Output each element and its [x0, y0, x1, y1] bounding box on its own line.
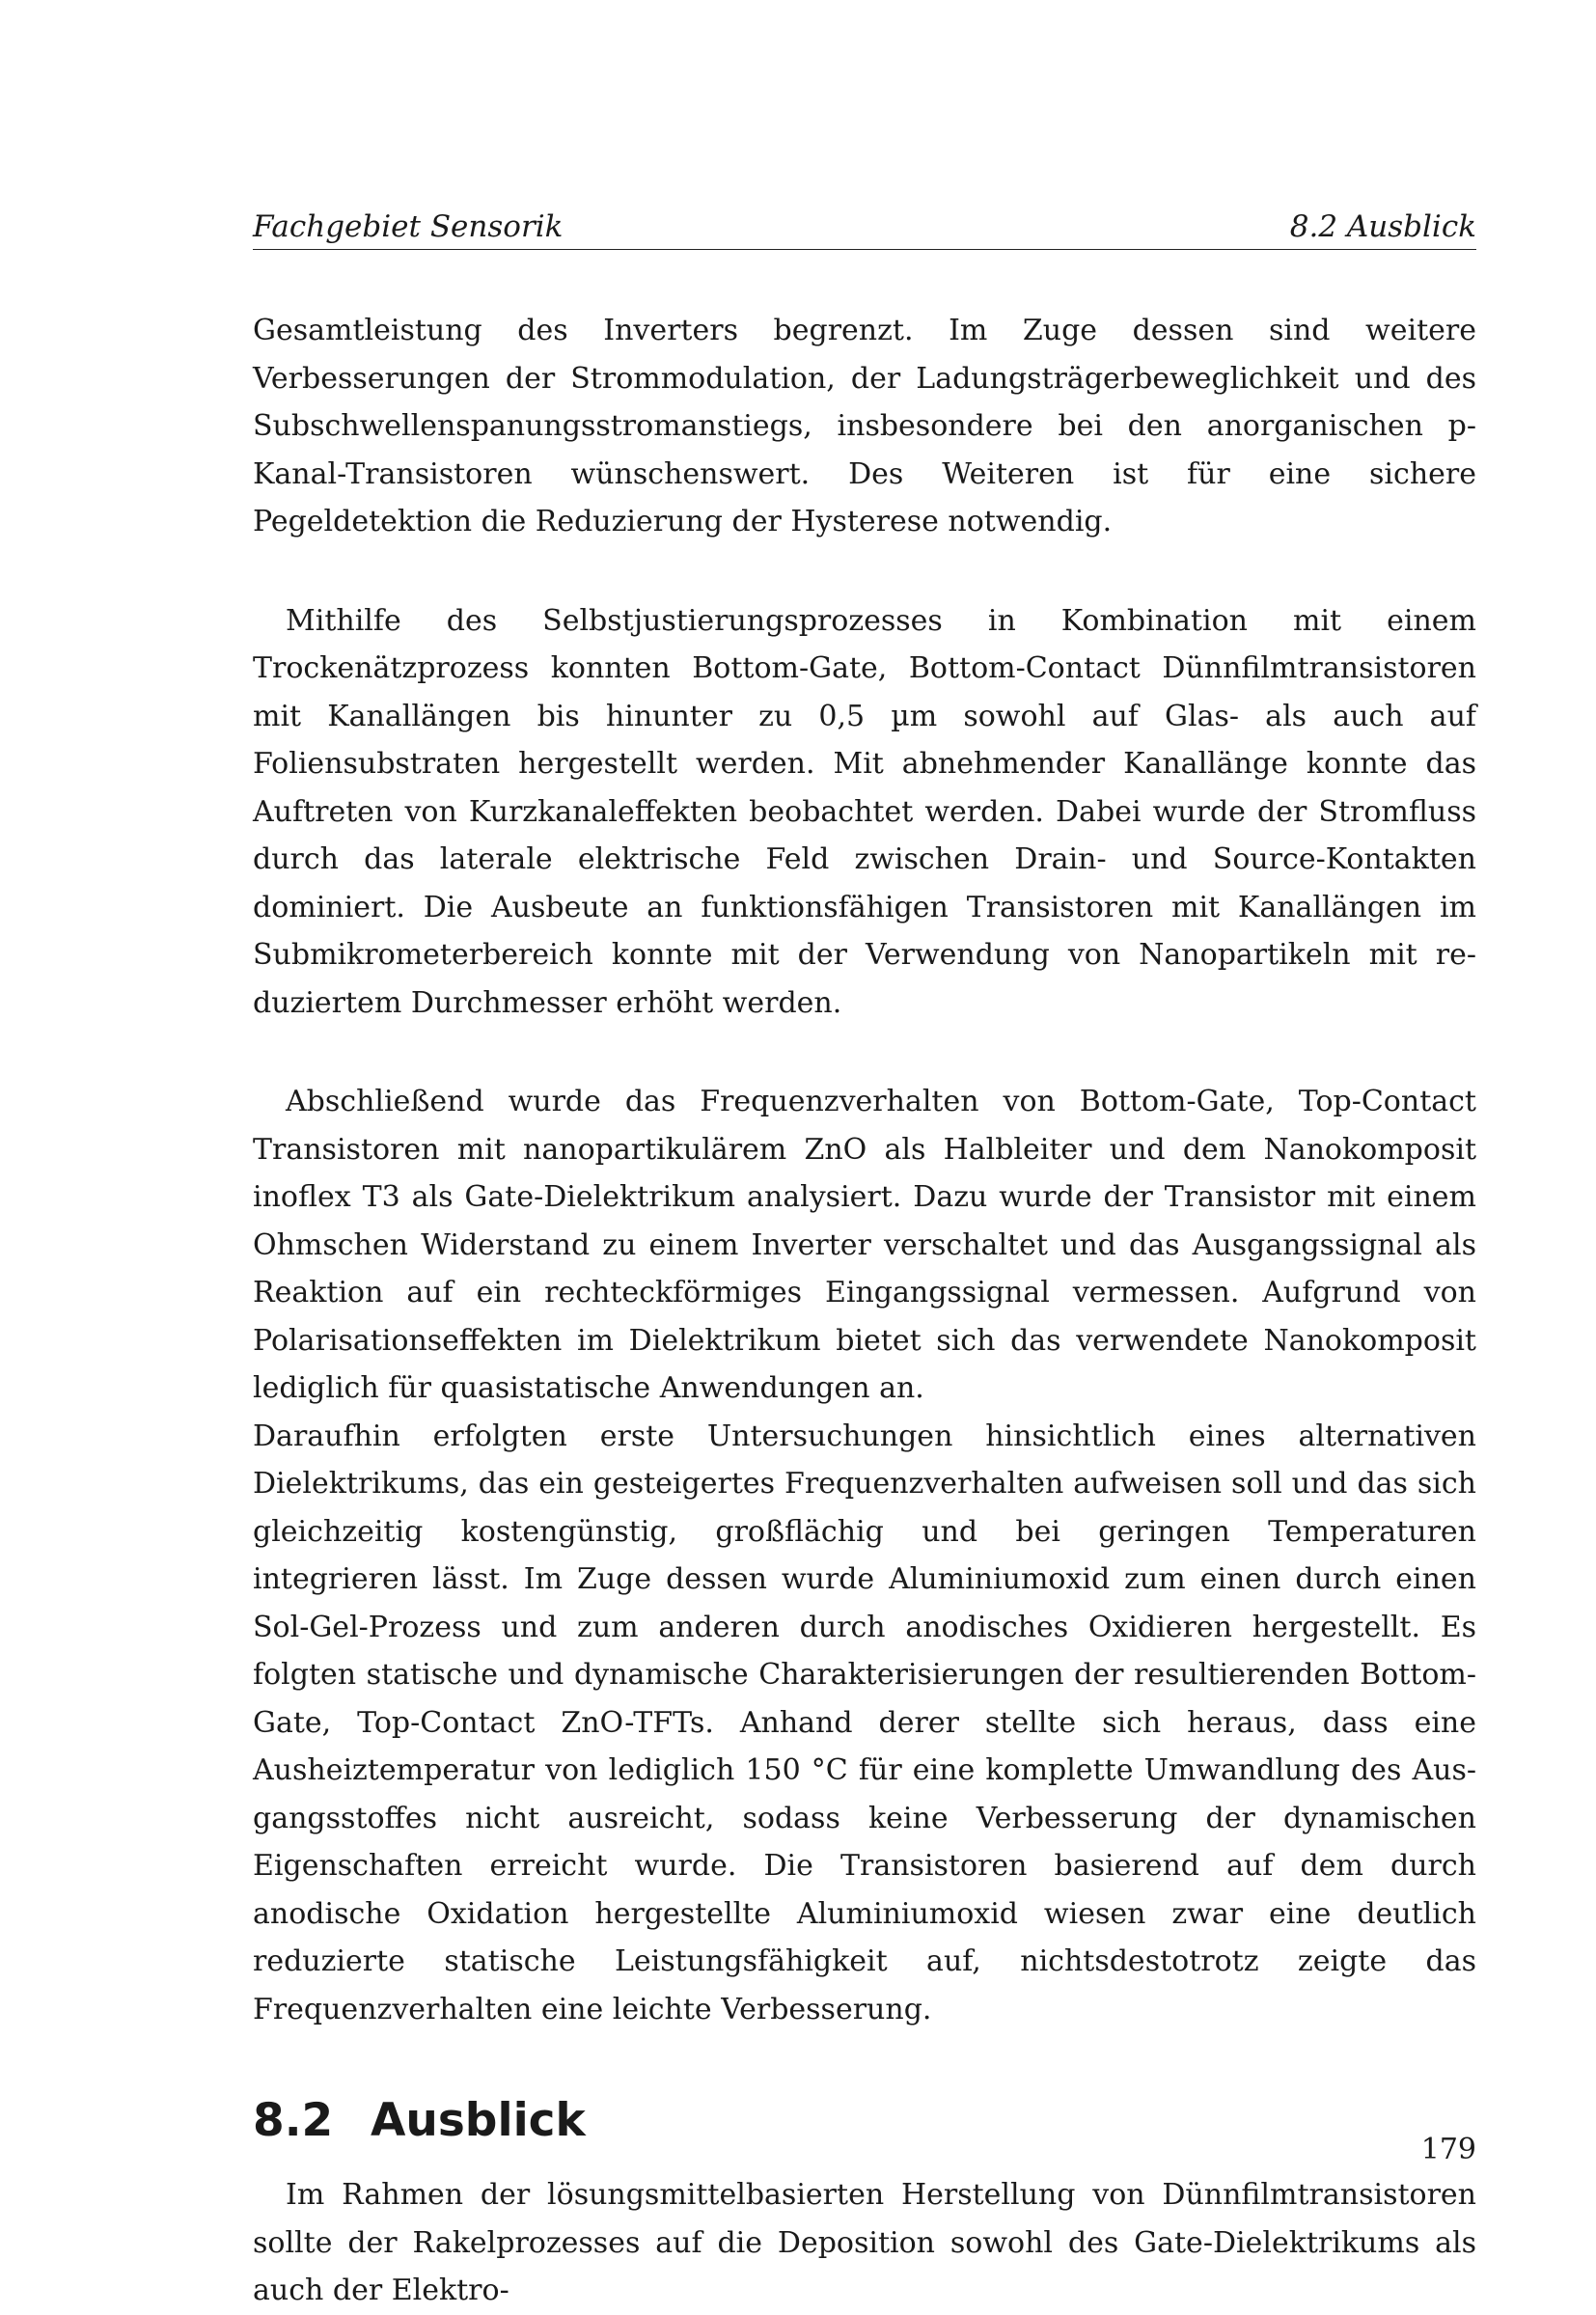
paragraph-1: Gesamtleistung des Inverters begrenzt. Im Zuge dessen sind weitere Verbesserungen der Strommodulation, der Ladungsträgerbeweglichkeit und des Subschwellenspanungsstromanstiegs, insbesondere bei den anorganischen p-Kanal-Transistoren wünschenswert. Des Weiteren ist für eine sichere Pegeldetektion die Reduzierung der Hysterese notwendig.: [253, 314, 1476, 538]
paragraph-2: Mithilfe des Selbstjustierungsprozesses in Kombination mit einem Trockenätzprozess konnten Bottom-Gate, Bottom-Contact Dünnfilmtransistoren mit Kanallängen bis hinunter zu 0,5 µm sowohl auf Glas- als auch auf Foliensubstraten hergestellt werden. Mit abnehmender Kanallänge konnte das Auftreten von Kurzkanaleffekten beobachtet werden. Dabei wurde der Stromfluss durch das laterale elektrische Feld zwischen Drain- und Source-Kontakten dominiert. Die Ausbeute an funktionsfähigen Transistoren mit Kanallängen im Submikrometerbereich konnte mit der Verwendung von Nanopartikeln mit reduziertem Durchmesser erhöht werden.: [253, 603, 1476, 1020]
running-header: [253, 205, 1476, 250]
paragraph-4: Daraufhin erfolgten erste Untersuchungen hinsichtlich eines alternativen Dielektrikums, das ein gesteigertes Frequenzverhalten aufweisen soll und das sich gleichzeitig kostengünstig, großflächig und bei geringen Temperaturen integrieren lässt. Im Zuge dessen wurde Aluminiumoxid zum einen durch einen Sol-Gel-Prozess und zum anderen durch anodisches Oxidieren hergestellt. Es folgten statische und dynamische Charakterisierungen der resultierenden Bottom-Gate, Top-Contact ZnO-TFTs. Anhand derer stellte sich heraus, dass eine Ausheiztemperatur von lediglich 150 °C für eine komplette Umwandlung des Ausgangsstoffes nicht ausreicht, sodass keine Verbesserung der dynamischen Eigenschaften erreicht wurde. Die Transistoren basierend auf dem durch anodische Oxidation hergestellte Aluminiumoxid wiesen zwar eine deutlich reduzierte statische Leistungsfähigkeit auf, nichtsdestotrotz zeigte das Frequenzverhalten eine leichte Verbesserung.: [253, 1419, 1476, 2026]
section-paragraph: Im Rahmen der lösungsmittelbasierten Herstellung von Dünnfilmtransistoren sollte der Rakelprozesses auf die Deposition sowohl des Gate-Dielektrikums als auch der Elektro-: [253, 2178, 1476, 2307]
header-right-section: 8.2 Ausblick: [1289, 209, 1476, 244]
section-number: 8.2: [253, 2094, 334, 2147]
section-heading: [253, 2092, 1476, 2150]
body-text: [253, 307, 1476, 2315]
paragraph-3: Abschließend wurde das Frequenzverhalten von Bottom-Gate, Top-Contact Transistoren mit nanopartikulärem ZnO als Halbleiter und dem Nanokomposit inoflex T3 als Gate-Dielektrikum analysiert. Dazu wurde der Transistor mit einem Ohmschen Widerstand zu einem Inverter verschaltet und das Ausgangssignal als Reaktion auf ein rechteckförmiges Eingangssignal vermessen. Aufgrund von Polarisationseffekten im Dielektrikum bietet sich das verwendete Nanokomposit lediglich für quasistatische Anwendungen an.: [253, 1085, 1476, 1405]
header-left-title: Fachgebiet Sensorik: [253, 209, 564, 244]
page-number: 179: [1420, 2133, 1476, 2166]
section-title: Ausblick: [371, 2094, 586, 2147]
